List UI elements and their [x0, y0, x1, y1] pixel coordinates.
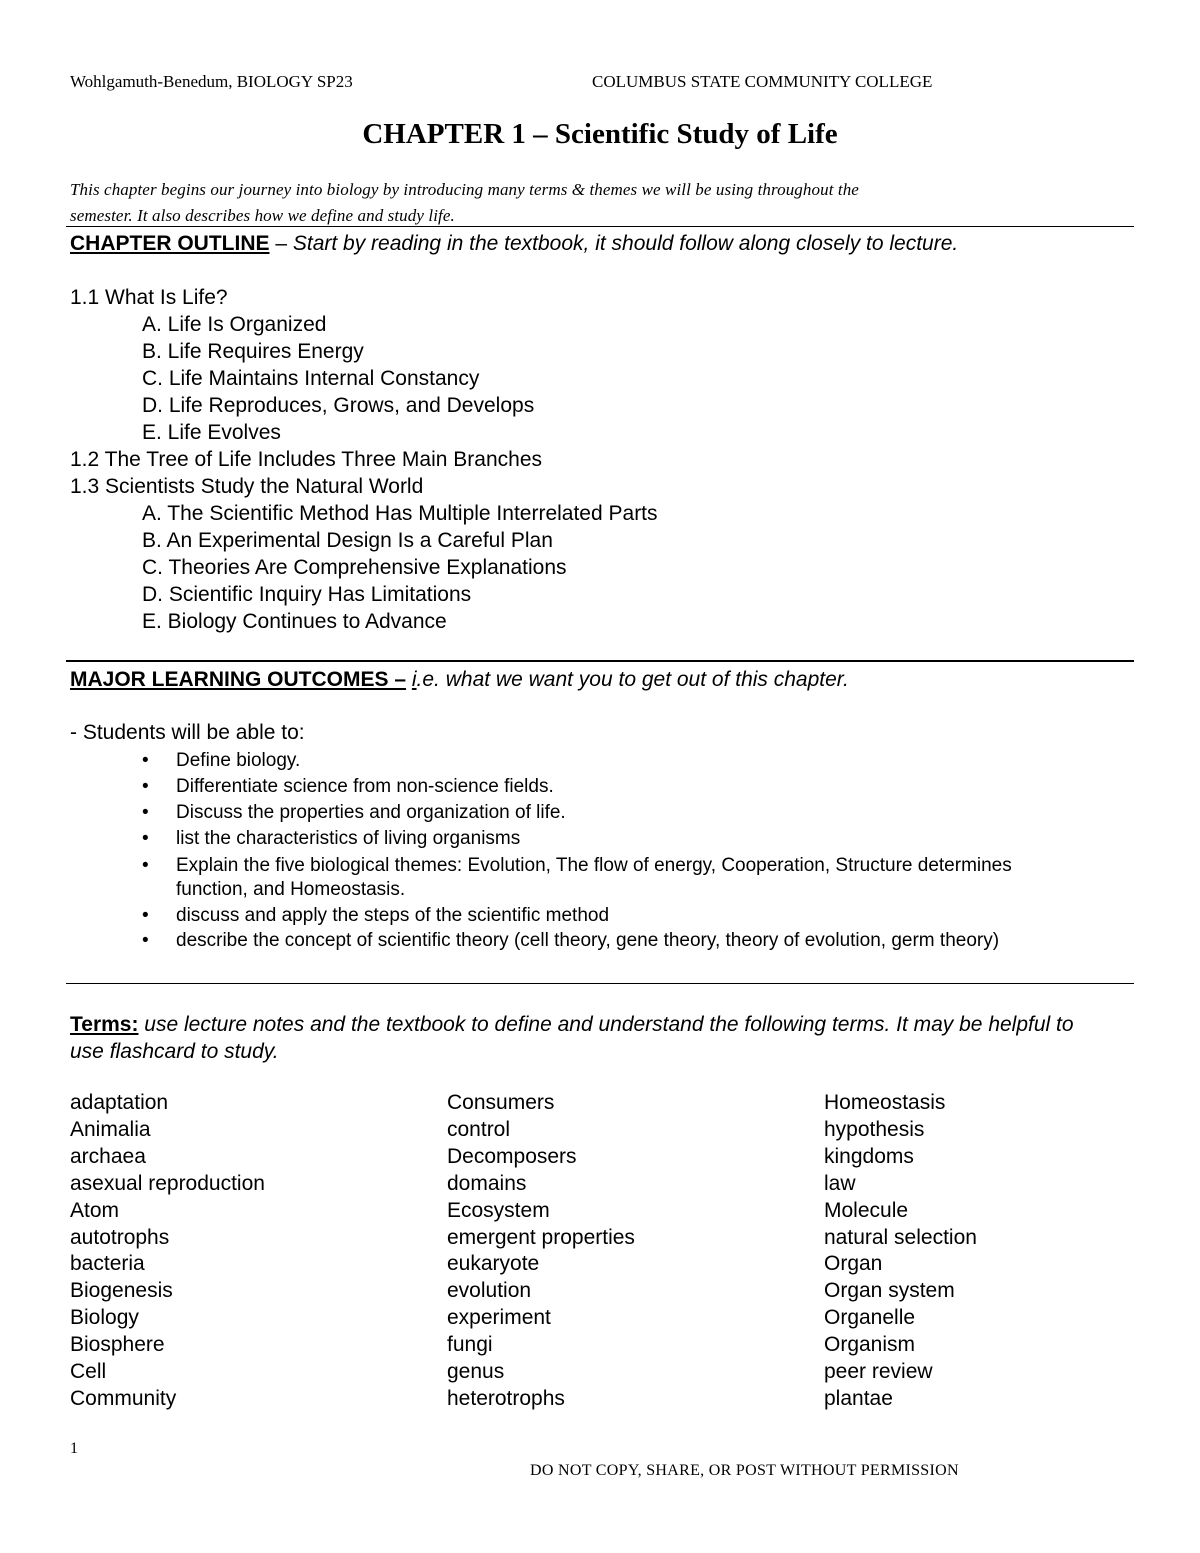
term-item: emergent properties: [447, 1225, 635, 1249]
term-item: Organ: [824, 1252, 883, 1276]
term-item: plantae: [824, 1386, 893, 1410]
page-number: 1: [70, 1440, 78, 1457]
terms-column-2: [447, 1090, 635, 1413]
outline-item: B. Life Requires Energy: [142, 340, 364, 363]
outcome-item: Define biology.: [176, 750, 301, 771]
term-item: fungi: [447, 1333, 493, 1357]
term-item: bacteria: [70, 1252, 145, 1276]
header-institution: COLUMBUS STATE COMMUNITY COLLEGE: [592, 72, 933, 91]
intro-line-1: This chapter begins our journey into biology by introducing many terms & themes we will be using throughout the: [70, 180, 859, 199]
outline-item: C. Life Maintains Internal Constancy: [142, 367, 480, 390]
terms-heading-row: [70, 1013, 1074, 1037]
outline-item: A. Life Is Organized: [142, 313, 327, 336]
bullet-icon: •: [142, 930, 149, 951]
term-item: law: [824, 1171, 856, 1195]
bullet-icon: •: [142, 750, 149, 771]
term-item: Biogenesis: [70, 1279, 173, 1303]
term-item: Biology: [70, 1306, 139, 1330]
bullet-icon: •: [142, 802, 149, 823]
term-item: Organ system: [824, 1279, 955, 1303]
term-item: hypothesis: [824, 1117, 925, 1141]
bullet-icon: •: [142, 828, 149, 849]
outline-item: C. Theories Are Comprehensive Explanations: [142, 556, 567, 579]
outline-section: 1.3 Scientists Study the Natural World: [70, 475, 424, 498]
outline-section: 1.2 The Tree of Life Includes Three Main Branches: [70, 448, 542, 471]
term-item: Organism: [824, 1333, 916, 1357]
outcome-item: describe the concept of scientific theory (cell theory, gene theory, theory of evolution, germ theory): [176, 930, 1000, 951]
bullet-icon: •: [142, 855, 149, 876]
intro-line-2: semester. It also describes how we define and study life.: [70, 206, 455, 225]
term-item: kingdoms: [824, 1144, 914, 1168]
outline-item: D. Life Reproduces, Grows, and Develops: [142, 394, 535, 417]
term-item: Decomposers: [447, 1144, 577, 1168]
bullet-icon: •: [142, 905, 149, 926]
term-item: eukaryote: [447, 1252, 540, 1276]
outline-item: B. An Experimental Design Is a Careful Plan: [142, 529, 553, 552]
outline-item: D. Scientific Inquiry Has Limitations: [142, 583, 472, 606]
outline-note: Start by reading in the textbook, it should follow along closely to lecture.: [292, 232, 959, 255]
term-item: autotrophs: [70, 1225, 170, 1249]
term-item: Ecosystem: [447, 1198, 550, 1222]
outcome-item: Differentiate science from non-science fields.: [176, 776, 554, 797]
term-item: adaptation: [70, 1091, 169, 1114]
term-item: experiment: [447, 1306, 551, 1330]
divider: [66, 660, 1134, 662]
outline-section: 1.1 What Is Life?: [70, 286, 228, 309]
copyright-notice: DO NOT COPY, SHARE, OR POST WITHOUT PERMISSION: [530, 1462, 959, 1479]
term-item: heterotrophs: [447, 1386, 565, 1410]
outcome-item: Discuss the properties and organization of life.: [176, 802, 566, 823]
terms-heading: Terms:: [70, 1013, 139, 1036]
outcomes-heading-row: [70, 668, 849, 692]
outcome-item: Explain the five biological themes: Evolution, The flow of energy, Cooperation, Structure determines: [176, 855, 1012, 876]
term-item: Consumers: [447, 1091, 555, 1114]
terms-note-continued: use flashcard to study.: [70, 1040, 279, 1063]
term-item: Homeostasis: [824, 1091, 946, 1114]
term-item: Cell: [70, 1360, 107, 1384]
term-item: Biosphere: [70, 1333, 165, 1357]
terms-note: use lecture notes and the textbook to define and understand the following terms. It may be helpful to: [138, 1013, 1074, 1036]
term-item: peer review: [824, 1360, 933, 1384]
outline-item: E. Biology Continues to Advance: [142, 610, 447, 633]
outcome-item: discuss and apply the steps of the scientific method: [176, 905, 610, 926]
outcome-item-continued: function, and Homeostasis.: [176, 879, 406, 900]
divider: [66, 983, 1134, 984]
term-item: genus: [447, 1360, 505, 1384]
outcomes-note: .e. what we want you to get out of this chapter.: [416, 668, 849, 691]
term-item: evolution: [447, 1279, 532, 1303]
outline-heading-row: [70, 232, 958, 256]
term-item: domains: [447, 1171, 527, 1195]
term-item: Molecule: [824, 1198, 909, 1222]
term-item: control: [447, 1117, 511, 1141]
outcomes-heading: MAJOR LEARNING OUTCOMES –: [70, 668, 407, 691]
outline-heading: CHAPTER OUTLINE: [70, 232, 270, 255]
term-item: archaea: [70, 1144, 146, 1168]
outcome-item: list the characteristics of living organisms: [176, 828, 521, 849]
outline-dash: –: [269, 232, 293, 255]
term-item: Community: [70, 1386, 177, 1410]
divider: [66, 226, 1134, 227]
outline-item: A. The Scientific Method Has Multiple Interrelated Parts: [142, 502, 658, 525]
term-item: natural selection: [824, 1225, 977, 1249]
page-title: CHAPTER 1 – Scientific Study of Life: [362, 118, 838, 150]
term-item: Atom: [70, 1198, 120, 1222]
terms-column-1: [70, 1090, 265, 1413]
outcomes-note-start: i: [411, 668, 417, 691]
terms-column-3: [824, 1090, 977, 1413]
term-item: Organelle: [824, 1306, 916, 1330]
term-item: Animalia: [70, 1117, 151, 1141]
header-author-course: Wohlgamuth-Benedum, BIOLOGY SP23: [70, 72, 353, 91]
term-item: asexual reproduction: [70, 1171, 265, 1195]
bullet-icon: •: [142, 776, 149, 797]
outline-item: E. Life Evolves: [142, 421, 281, 444]
outcomes-intro: - Students will be able to:: [70, 721, 305, 744]
